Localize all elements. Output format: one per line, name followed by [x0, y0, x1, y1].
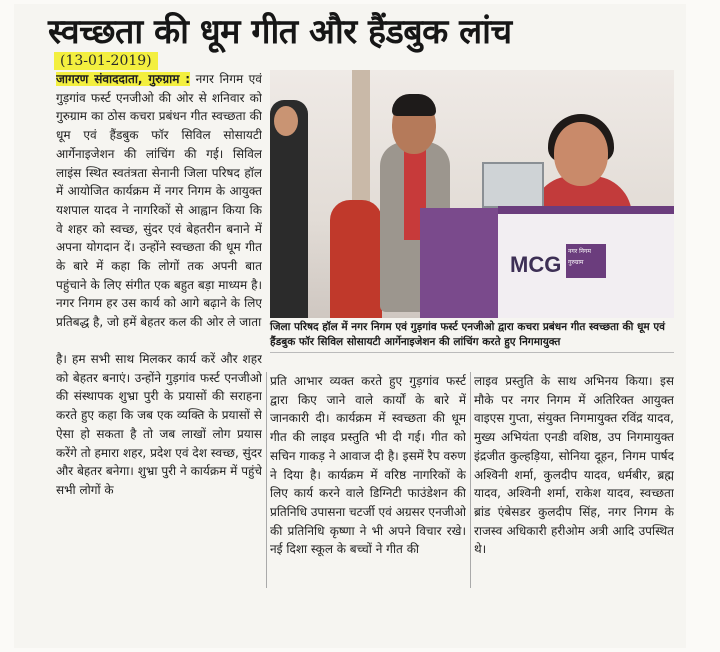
article-column-1-continued — [56, 350, 262, 590]
article-body-col1: नगर निगम एवं गुड़गांव फर्स्ट एनजीओ की ओर से शनिवार को गुरुग्राम का ठोस कचरा प्रबंधन गीत स्वच्छता की धूम एवं हैंडबुक फॉर सिविल सोसायटी आर्गेनाइजेशन की लांचिंग की गई। सिविल लाइंस स्थित स्वतंत्रता सेनानी जिला परिषद हॉल में आयोजित कार्यक्रम में नगर निगम के आयुक्त यशपाल यादव ने नागरिकों से आह्वान किया कि वे शहर को स्वच्छ, सुंदर एवं बेहतरीन बनाने में अपना योगदान दें। उन्होंने स्वच्छता की धूम गीत के बारे में कहा कि लोगों तक अपनी बात पहुंचाने के लिए संगीत एक बहुत बड़ा माध्यम है। नगर निगम हर उस कार्य को आगे बढ़ाने के लिए प्रतिबद्ध है, जो हमें बेहतर कल की ओर ले जाता — [56, 72, 262, 330]
article-column-1 — [56, 70, 262, 350]
article-column-3: लाइव प्रस्तुति के साथ अभिनय किया। इस मौके पर नगर निगम में अतिरिक्त आयुक्त वाइएस गुप्ता, संयुक्त निगमायुक्त रविंद्र यादव, मुख्य अभियंता एनडी वशिष्ठ, उप निगमायुक्त इंद्रजीत कुल्हड़िया, सोनिया दूहन, निगम पार्षद अश्विनी शर्मा, कुलदीप यादव, धर्मबीर, ब्रह्म यादव, अश्विनी शर्मा, राकेश यादव, स्वच्छता ब्रांड एंबेसडर कुलदीप सिंह, नगर निगम के राजस्व अधिकारी हरीओम अत्री आदि उपस्थित थे। — [474, 374, 674, 557]
column-divider — [470, 372, 471, 588]
photo-caption: जिला परिषद हॉल में नगर निगम एवं गुड़गांव फर्स्ट एनजीओ द्वारा कचरा प्रबंधन गीत स्वच्छता की धूम एवं हैंडबुक फॉर सिविल सोसायटी आर्गेनाइजेशन की लांचिंग करते हुए निगमायुक्त — [270, 320, 674, 353]
column-divider — [266, 372, 267, 588]
mcg-logo: MCG — [510, 252, 562, 277]
article-body-col1-continued: है। हम सभी साथ मिलकर कार्य करें और शहर को बेहतर बनाएं। उन्होंने गुड़गांव फर्स्ट एनजीओ की संस्थापक शुभ्रा पुरी के प्रयासों की सराहना करते हुए कहा कि जब एक व्यक्ति के प्रयासों से ऐसा हो सकता है तो जब लाखों लोग प्रयास करेंगे तो हमारा शहर, प्रदेश एवं देश स्वच्छ, सुंदर और बेहतर बनेगा। शुभ्रा पुरी ने कार्यक्रम में पहुंचे सभी लोगों के — [56, 352, 262, 497]
laptop — [482, 162, 544, 208]
article-column-2: प्रति आभार व्यक्त करते हुए गुड़गांव फर्स्ट द्वारा किए जाने वाले कार्यों के बारे में जानकारी दी। कार्यक्रम में स्वच्छता की धूम गीत की लाइव प्रस्तुति भी दी गई। गीत को सचिन गाकड़ ने आवाज दी है। इसमें रैप वरुण ने दिया है। कार्यक्रम में वरिष्ठ नागरिकों के लिए कार्य करने वाले डिग्निटी फाउंडेशन की प्रतिनिधि उपासना चटर्जी एवं अग्रसर एनजीओ की प्रतिनिधि कृष्णा ने भी अपने विचार रखे। नई दिशा स्कूल के बच्चों ने गीत की — [270, 374, 466, 557]
mcg-logo-box: नगर निगम गुरुग्राम — [566, 244, 606, 278]
event-photo — [270, 70, 674, 318]
handwritten-date: (13-01-2019) — [54, 52, 158, 70]
byline: जागरण संवाददाता, गुरुग्राम : — [56, 72, 191, 86]
headline: स्वच्छता की धूम गीत और हैंडबुक लांच — [48, 12, 512, 52]
